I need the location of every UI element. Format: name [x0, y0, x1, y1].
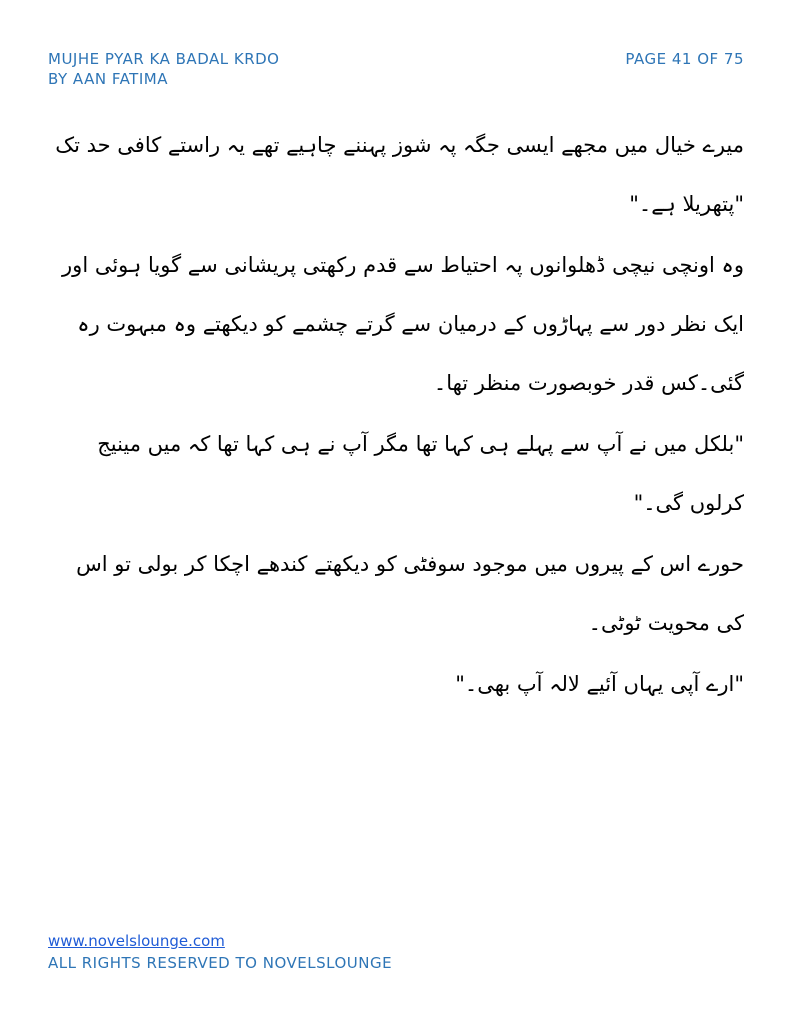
story-body [48, 116, 744, 716]
page-number: PAGE 41 OF 75 [625, 50, 744, 68]
paragraph-5: "ارے آپی یہاں آئیے لالہ آپ بھی۔" [455, 672, 744, 696]
author-line: BY AAN FATIMA [48, 70, 168, 88]
page-header [48, 50, 744, 94]
website-link[interactable]: www.novelslounge.com [48, 932, 225, 950]
rights-notice: ALL RIGHTS RESERVED TO NOVELSLOUNGE [48, 954, 393, 972]
paragraph-2: وہ اونچی نیچی ڈھلوانوں پہ احتیاط سے قدم رکھتی پریشانی سے گویا ہوئی اور ایک نظر دور سے پہاڑوں کے درمیان سے گرتے چشمے کو دیکھتے وہ مبہوت رہ گئی۔کس قدر خوبصورت منظر تھا۔ [62, 253, 744, 395]
paragraph-1: میرے خیال میں مجھے ایسی جگہ پہ شوز پہننے چاہیے تھے یہ راستے کافی حد تک "پتھریلا ہے۔" [55, 133, 744, 216]
page-footer [48, 932, 392, 972]
paragraph-4: حورے اس کے پیروں میں موجود سوفٹی کو دیکھتے کندھے اچکا کر بولی تو اس کی محویت ٹوٹی۔ [76, 552, 744, 635]
novel-title: MUJHE PYAR KA BADAL KRDO [48, 50, 280, 68]
paragraph-3: "بلکل میں نے آپ سے پہلے ہی کہا تھا مگر آپ نے ہی کہا تھا کہ میں مینیج کرلوں گی۔" [97, 432, 744, 515]
